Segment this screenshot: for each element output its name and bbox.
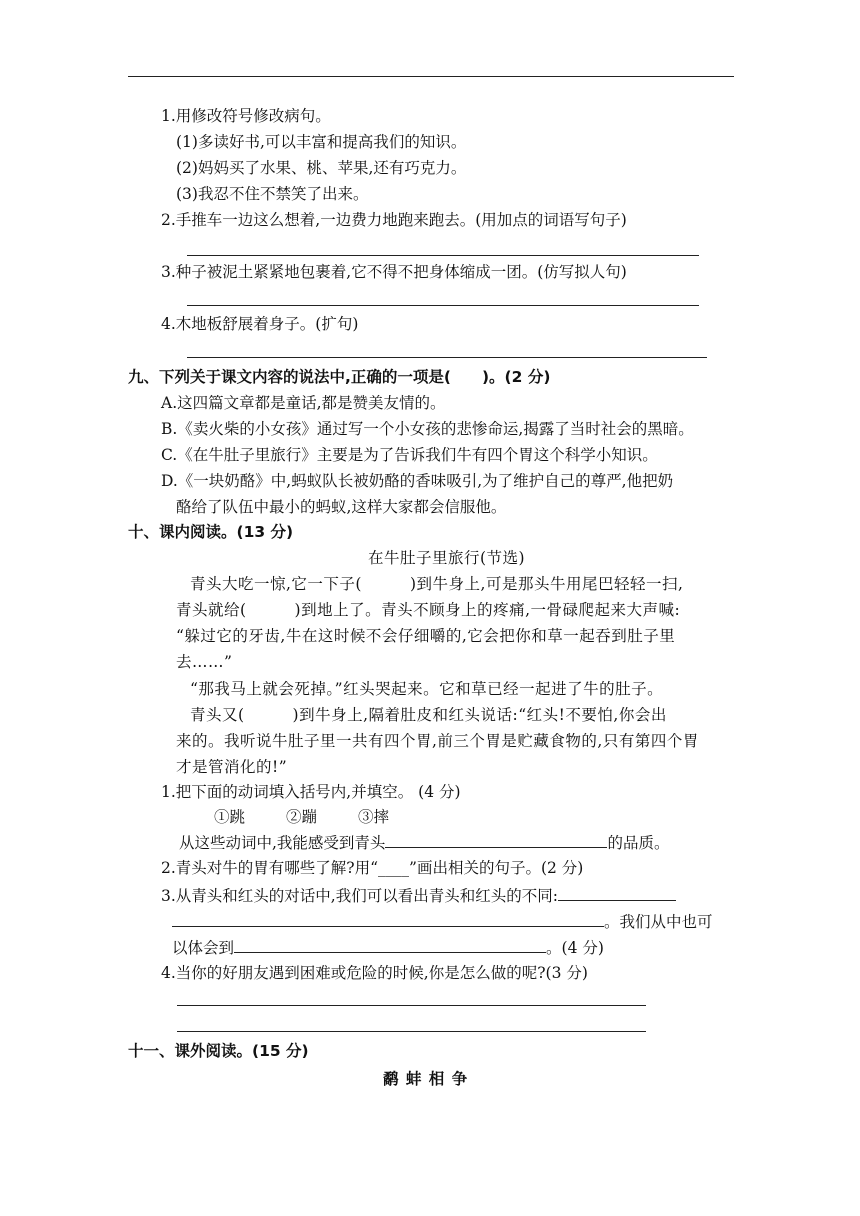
top-rule xyxy=(128,76,734,77)
s9-option-a: A.这四篇文章都是童话,都是赞美友情的。 xyxy=(161,394,446,412)
s8-q1-b: (2)妈妈买了水果、桃、苹果,还有巧克力。 xyxy=(176,159,467,177)
s10-q4-answer-line-2[interactable] xyxy=(177,1031,646,1032)
s8-q3-answer-line[interactable] xyxy=(187,305,699,306)
s10-q3-blank-1[interactable] xyxy=(558,884,676,901)
s10-q3-row1 xyxy=(161,884,676,907)
s10-q4-answer-line-1[interactable] xyxy=(177,1005,646,1006)
s9-heading: 九、下列关于课文内容的说法中,正确的一项是( )。(2 分) xyxy=(128,368,551,386)
s10-q1-fill-prefix: 从这些动词中,我能感受到青头 xyxy=(179,834,386,852)
s10-p1-line1: 青头大吃一惊,它一下子( )到牛身上,可是那头牛用尾巴轻轻一扫, xyxy=(190,575,684,593)
s9-option-d-line2: 酪给了队伍中最小的蚂蚁,这样大家都会信服他。 xyxy=(176,498,507,516)
s10-p3-line3: 才是管消化的!” xyxy=(176,758,288,776)
s8-q1: 1.用修改符号修改病句。 xyxy=(161,107,331,125)
s8-q1-c: (3)我忍不住不禁笑了出来。 xyxy=(176,185,369,203)
s10-q3-blank-3[interactable] xyxy=(234,936,546,953)
s10-q3-prefix: 3.从青头和红头的对话中,我们可以看出青头和红头的不同: xyxy=(161,887,558,905)
s11-heading: 十一、课外阅读。(15 分) xyxy=(128,1042,309,1060)
s9-option-c: C.《在牛肚子里旅行》主要是为了告诉我们牛有四个胃这个科学小知识。 xyxy=(161,446,658,464)
s8-q4-answer-line[interactable] xyxy=(187,357,707,358)
s10-p3-line1: 青头又( )到牛身上,隔着肚皮和红头说话:“红头!不要怕,你会出 xyxy=(190,706,667,724)
s10-p3-line2: 来的。我听说牛肚子里一共有四个胃,前三个胃是贮藏食物的,只有第四个胃 xyxy=(176,732,699,750)
s10-q4: 4.当你的好朋友遇到困难或危险的时候,你是怎么做的呢?(3 分) xyxy=(161,964,588,982)
s10-q3-row3-prefix: 以体会到 xyxy=(172,939,235,957)
s10-p1-line4: 去……” xyxy=(176,653,233,671)
s8-q4: 4.木地板舒展着身子。(扩句) xyxy=(161,315,359,333)
s9-option-b: B.《卖火柴的小女孩》通过写一个小女孩的悲惨命运,揭露了当时社会的黑暗。 xyxy=(161,420,694,438)
s10-q1-word-1: ①跳 xyxy=(214,808,246,826)
s10-q1: 1.把下面的动词填入括号内,并填空。 (4 分) xyxy=(161,783,461,801)
s10-q1-word-2: ②蹦 xyxy=(286,808,318,826)
s8-q1-a: (1)多读好书,可以丰富和提高我们的知识。 xyxy=(176,133,467,151)
s9-option-d-line1: D.《一块奶酪》中,蚂蚁队长被奶酪的香味吸引,为了维护自己的尊严,他把奶 xyxy=(161,472,674,490)
s10-q1-fill-suffix: 的品质。 xyxy=(607,834,670,852)
s8-q2-answer-line[interactable] xyxy=(187,255,699,256)
s8-q2: 2.手推车一边这么想着,一边费力地跑来跑去。(用加点的词语写句子) xyxy=(161,211,627,229)
s10-p1-line3: “躲过它的牙齿,牛在这时候不会仔细嚼的,它会把你和草一起吞到肚子里 xyxy=(176,627,676,645)
s10-q1-word-3: ③摔 xyxy=(358,808,390,826)
s10-q1-fill-blank[interactable] xyxy=(385,831,607,848)
s10-q3-row2 xyxy=(172,910,713,933)
s10-q2: 2.青头对牛的胃有哪些了解?用“____”画出相关的句子。(2 分) xyxy=(161,859,584,877)
s10-q3-row3 xyxy=(172,936,604,959)
s10-p1-line2: 青头就给( )到地上了。青头不顾身上的疼痛,一骨碌爬起来大声喊: xyxy=(176,601,681,619)
s10-q3-row3-suffix: 。(4 分) xyxy=(546,939,604,957)
s10-passage-title: 在牛肚子里旅行(节选) xyxy=(368,549,526,567)
s10-p2: “那我马上就会死掉。”红头哭起来。它和草已经一起进了牛的肚子。 xyxy=(190,680,664,698)
s11-passage-title: 鹬 蚌 相 争 xyxy=(383,1070,469,1088)
s10-heading: 十、课内阅读。(13 分) xyxy=(128,523,294,541)
s10-q3-mid: 。我们从中也可 xyxy=(604,913,713,931)
s10-q3-blank-2[interactable] xyxy=(172,910,604,927)
s8-q3: 3.种子被泥土紧紧地包裹着,它不得不把身体缩成一团。(仿写拟人句) xyxy=(161,263,627,281)
s10-q1-fill-row xyxy=(179,831,669,854)
